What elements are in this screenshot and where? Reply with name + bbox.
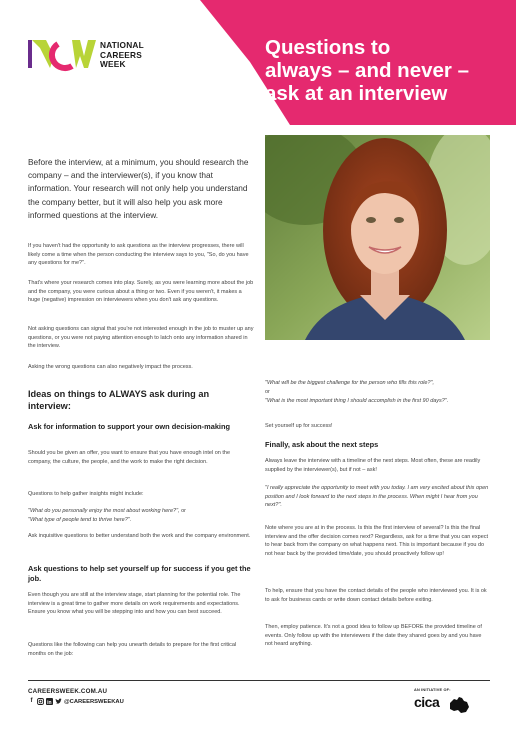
australia-map-icon xyxy=(448,696,470,714)
paragraph-1: If you haven't had the opportunity to ask questions as the interview progresses, there will likely come a time when the person conducting the interview says to you, "So, do you have any questions for me?". xyxy=(28,243,249,267)
paragraph-14: Then, employ patience. It's not a good idea to follow up BEFORE the provided timeline of events. Only follow up with the interviewers if the date they shared goes by and you have not heard anything. xyxy=(265,624,482,648)
question-4: "What is the most important thing I should accomplish in the first 90 days?". xyxy=(265,398,449,404)
intro-paragraph: Before the interview, at a minimum, you should research the company – and the interviewer(s), if you know that information. Your research will not only help you understand the company better, but it will also help you ask more informed questions at the interview. xyxy=(28,157,249,220)
question-2: "What type of people tend to thrive here?". xyxy=(28,517,132,523)
logo-line-1: NATIONAL xyxy=(100,40,144,50)
logo-line-2: CAREERS xyxy=(100,49,142,60)
twitter-icon[interactable] xyxy=(55,698,62,705)
success-line: Set yourself up for success! xyxy=(265,423,333,429)
paragraph-7: Ask inquisitive questions to better understand both the work and the company environment. xyxy=(28,533,251,539)
question-1 xyxy=(28,507,254,516)
question-1-suffix: or xyxy=(179,508,186,514)
subheading-set-up-success: Ask questions to help set yourself up for success if you get the job. xyxy=(28,564,251,583)
subheading-decision-making: Ask for information to support your own decision-making xyxy=(28,422,231,431)
paragraph-8: Even though you are still at the interview stage, start planning for the potential role. The interview is a great time to gather more details on work requirements and expectations. Ensure you know what you will be stepping into and how you can best succeed. xyxy=(28,592,241,616)
paragraph-6: Questions to help gather insights might include: xyxy=(28,491,144,497)
section-heading-always-ask: Ideas on things to ALWAYS ask during an interview: xyxy=(28,389,210,411)
cica-logo: cica xyxy=(414,694,440,710)
logo-line-3: WEEK xyxy=(100,59,126,69)
title-line-1: Questions to xyxy=(265,36,391,59)
title-line-2: always – and never – xyxy=(265,59,469,82)
or-text: or xyxy=(265,389,270,395)
question-1-text: "What do you personally enjoy the most about working here?", xyxy=(28,508,180,514)
smiling-woman-photo xyxy=(265,135,490,340)
paragraph-12: Note where you are at in the process. Is this the first interview of several? Is this the final interview and the offer decision comes next? Regardless, ask for a time that you can expect to hear back from the company on what happens next. This is important because if you do not hear back by the provided time/date, you should proactively follow up! xyxy=(265,525,489,557)
paragraph-9: Questions like the following can help you unearth details to prepare for the first critical months on the job: xyxy=(28,642,237,657)
question-3: "What will be the biggest challenge for the person who fills this role?", xyxy=(265,380,434,386)
paragraph-5: Should you be given an offer, you want to ensure that you have enough intel on the company, the culture, the people, and the work to make the right decision. xyxy=(28,450,231,465)
initiative-label: AN INITIATIVE OF: xyxy=(414,688,451,692)
page-title xyxy=(265,36,505,105)
logo-wordmark xyxy=(100,41,144,70)
facebook-icon[interactable]: f xyxy=(30,698,33,704)
svg-text:in: in xyxy=(47,699,52,705)
title-line-3: ask at an interview xyxy=(265,82,448,105)
sample-followup-quote: "I really appreciate the opportunity to meet with you today. I am very excited about this open position and I look forward to the next steps in the process. When might I hear from you next?". xyxy=(265,485,489,509)
paragraph-3: Not asking questions can signal that you're not interested enough in the job to muster up any questions, or you were not paying attention enough to latch onto any information shared in the interview. xyxy=(28,326,254,350)
paragraph-10: Always leave the interview with a timeline of the next steps. Most often, these are readily supplied by the interviewer(s), but if not – ask! xyxy=(265,458,481,473)
footer-divider xyxy=(28,680,490,681)
subheading-next-steps: Finally, ask about the next steps xyxy=(265,440,379,449)
footer-website-link[interactable]: CAREERSWEEK.COM.AU xyxy=(28,688,108,695)
paragraph-13: To help, ensure that you have the contact details of the people who interviewed you. It is ok to ask for business cards or write down contact details before exiting. xyxy=(265,588,487,603)
instagram-icon[interactable] xyxy=(37,698,44,705)
paragraph-4: Asking the wrong questions can also negatively impact the process. xyxy=(28,364,193,370)
footer-social-links xyxy=(28,698,124,705)
national-careers-week-logo xyxy=(28,36,96,72)
social-handle[interactable]: @CAREERSWEEKAU xyxy=(64,698,124,705)
linkedin-icon[interactable] xyxy=(46,698,53,705)
paragraph-2: That's where your research comes into play. Surely, as you were learning more about the job and the company, you were curious about a thing or two. Even if you weren't, it makes a huge (negative) impression on interviewers when you don't ask any questions. xyxy=(28,280,254,304)
